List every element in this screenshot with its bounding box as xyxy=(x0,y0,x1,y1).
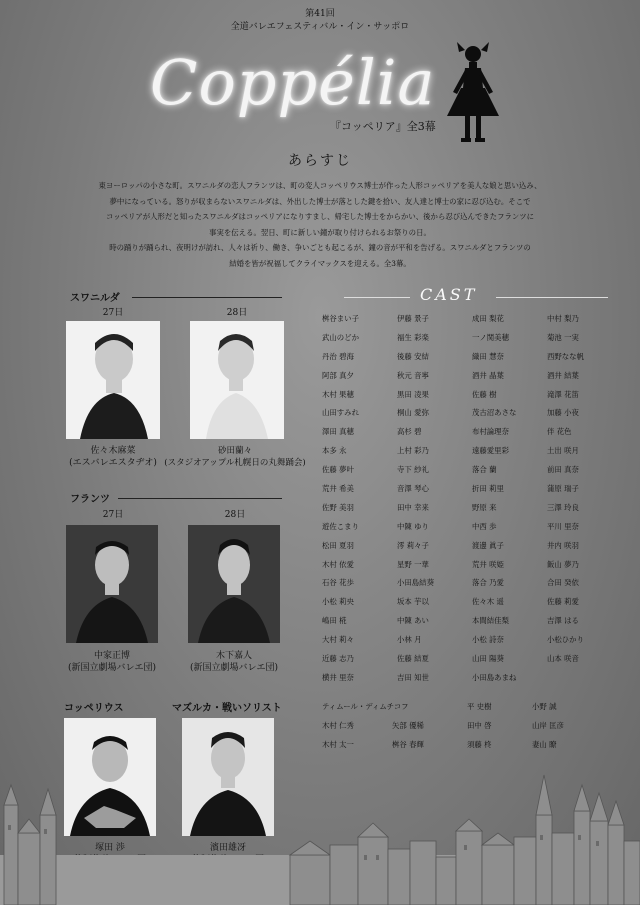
cast-member: 酒井 結葉 xyxy=(547,370,579,380)
cast-member: 野原 来 xyxy=(472,502,497,512)
synopsis-line: 東ヨーロッパの小さな町。スワニルダの恋人フランツは、町の変人コッペリウス博士が作った人形コッペリアを美人な娘と思い込み、 xyxy=(98,181,542,190)
cast-row xyxy=(322,540,622,559)
cast-member xyxy=(547,672,622,691)
cast-row xyxy=(322,672,622,691)
cast-member: 織田 慧奈 xyxy=(472,351,504,361)
cast-row xyxy=(322,445,622,464)
performer-caption xyxy=(172,650,296,674)
cast-member: 大村 莉々 xyxy=(322,635,354,645)
cast-member: 小松 詩奈 xyxy=(472,635,504,645)
cast-member: 小田島あまね xyxy=(472,672,517,682)
section-divider xyxy=(132,297,282,298)
synopsis-line: 時の踊りが踊られ、夜明けが訪れ、人々は祈り、働き、争いごとも起こるが、鐘の音が平和を告げる。スワニルダとフランツの xyxy=(109,243,531,252)
franz-label: フランツ xyxy=(70,494,110,505)
performer-company: (スタジオアップル札幌日の丸舞踊会) xyxy=(164,458,306,468)
cast-member: 木村 果穂 xyxy=(322,389,354,399)
cast-member: 中西 歩 xyxy=(472,521,497,531)
dancer-portrait-icon xyxy=(190,321,284,439)
cast-row xyxy=(322,615,622,634)
cast-row xyxy=(322,596,622,615)
cast-member: 遊佐こまり xyxy=(322,521,359,531)
cast-member: 山本 咲音 xyxy=(547,654,579,664)
performer-name: 佐々木麻菜 xyxy=(90,446,136,456)
performer-date: 27日 xyxy=(102,308,124,318)
dancer-portrait-icon xyxy=(188,525,280,643)
cast-rule-left xyxy=(344,297,410,298)
cast-member: 福生 彩楽 xyxy=(397,332,429,342)
cast-member: 桐山 愛弥 xyxy=(397,408,429,418)
cast-row xyxy=(322,701,622,720)
performer-date: 28日 xyxy=(224,510,246,520)
coppelius-label: コッペリウス xyxy=(64,703,124,714)
cast-member: 山岸 匡彦 xyxy=(532,721,564,730)
cast-member: 合田 癸依 xyxy=(547,578,579,588)
cast-member: 寺下 紗礼 xyxy=(397,465,429,475)
cast-member: 松田 夏羽 xyxy=(322,540,354,550)
cast-row xyxy=(322,521,622,540)
cast-member: 木村 依愛 xyxy=(322,559,354,569)
performer-date: 28日 xyxy=(226,308,248,318)
cast-member: 妻山 瞭 xyxy=(532,740,557,749)
section-divider xyxy=(118,498,282,499)
performer-date: 27日 xyxy=(102,510,124,520)
soloist-label: マズルカ・戦いソリスト xyxy=(172,703,282,714)
cast-title: CAST xyxy=(420,285,478,304)
cast-member: 矢部 優稀 xyxy=(392,721,424,730)
portrait-photo xyxy=(66,525,158,643)
doll-silhouette-icon xyxy=(443,40,503,150)
cast-row xyxy=(322,389,622,408)
cast-member: 前田 真奈 xyxy=(547,465,579,475)
performer-name: 塚田 渉 xyxy=(95,843,125,853)
performer-name: 砂田蘭々 xyxy=(217,446,252,456)
synopsis-line: コッペリアが人形だと知ったスワニルダはコッペリアになりすまし、帰宅した博士をからかい、後から忍び込んできたフランツに xyxy=(105,212,535,221)
cast-member: 木村 太一 xyxy=(322,740,354,749)
cast-row xyxy=(322,351,622,370)
title-coppelia: Coppélia xyxy=(150,46,436,119)
cast-row xyxy=(322,653,622,672)
cast-member: 横井 里奈 xyxy=(322,672,354,682)
cast-member: 佐々木 遥 xyxy=(472,597,504,607)
cast-member: 桝谷まい子 xyxy=(322,314,359,323)
cast-row xyxy=(322,720,622,739)
performer-caption xyxy=(50,650,174,674)
portrait-photo xyxy=(188,525,280,643)
cast-member: 中陳 ゆり xyxy=(397,521,429,531)
cast-member: 中村 梨乃 xyxy=(547,314,579,323)
town-skyline-illustration xyxy=(0,745,640,905)
performer-name: 濱田雄冴 xyxy=(209,843,246,853)
edition-label: 第41回 xyxy=(305,9,335,19)
cast-member: 小松ひかり xyxy=(547,635,584,645)
cast-member: 三澤 玲良 xyxy=(547,502,579,512)
synopsis-heading: あらすじ xyxy=(288,153,352,169)
cast-member: 山田 陽葵 xyxy=(472,654,504,664)
cast-member: 星野 一華 xyxy=(397,559,429,569)
cast-row xyxy=(322,370,622,389)
cast-member: 須藤 柊 xyxy=(467,740,492,749)
cast-member: 嶋田 椛 xyxy=(322,616,347,626)
cast-member: 伴 花色 xyxy=(547,427,572,437)
cast-member: 澤田 真穂 xyxy=(322,427,354,437)
cast-member: 本間結佳梨 xyxy=(472,616,509,626)
cast-member: 茂古沼あさな xyxy=(472,408,517,418)
cast-member: 桝谷 春輝 xyxy=(392,740,424,749)
synopsis-line: 結婚を皆が祝福してクライマックスを迎える。全3幕。 xyxy=(229,258,411,268)
cast-member: 西野なな帆 xyxy=(547,351,584,361)
cast-member: 音澤 琴心 xyxy=(397,484,429,494)
cast-member: 布村論理奈 xyxy=(472,427,509,437)
cast-rule-right xyxy=(496,297,608,298)
cast-row xyxy=(322,559,622,578)
cast-member: 上村 彩乃 xyxy=(397,446,429,456)
cast-member: 荒井 希美 xyxy=(322,484,354,494)
festival-name: 全道バレエフェスティバル・イン・サッポロ xyxy=(230,22,410,32)
cast-member: 澪 莉々子 xyxy=(397,540,429,550)
cast-row xyxy=(322,464,622,483)
dancer-portrait-icon xyxy=(66,525,158,643)
cast-row xyxy=(322,313,622,332)
cast-member: 蒲原 瑞子 xyxy=(547,484,579,494)
synopsis-text xyxy=(60,178,580,271)
cast-member: 後藤 安結 xyxy=(397,351,429,361)
cast-member: 荒井 咲姫 xyxy=(472,559,504,569)
performer-company: (新国立劇場バレエ団) xyxy=(67,663,157,673)
cast-row xyxy=(322,332,622,351)
cast-row xyxy=(322,407,622,426)
cast-member: 田中 幸来 xyxy=(397,502,429,512)
performer-name: 木下嘉人 xyxy=(215,651,252,661)
cast-member: 小林 月 xyxy=(397,635,422,645)
cast-member: 武山のどか xyxy=(322,332,359,342)
cast-row xyxy=(322,483,622,502)
cast-member: 山田すみれ xyxy=(322,408,359,418)
synopsis-line: 事実を伝える。翌日、町に新しい鐘が取り付けられるお祭りの日。 xyxy=(209,227,431,237)
cast-member: 木村 仁秀 xyxy=(322,721,354,730)
subtitle: 『コッペリア』全3幕 xyxy=(330,120,436,133)
cast-member: 本多 永 xyxy=(322,446,347,456)
cast-member: 渡邊 眞子 xyxy=(472,540,504,550)
cast-member: 佐藤 樹 xyxy=(472,389,497,399)
cast-row xyxy=(322,426,622,445)
cast-member: 田中 啓 xyxy=(467,721,492,730)
cast-member: 加藤 小夜 xyxy=(547,408,579,418)
festival-header xyxy=(0,8,640,34)
cast-member: 平川 里奈 xyxy=(547,521,579,531)
cast-member: 秋元 音寧 xyxy=(397,370,429,380)
cast-member: 伊藤 景子 xyxy=(397,314,429,323)
cast-member: 飯山 夢乃 xyxy=(547,559,579,569)
synopsis-line: 夢中になっている。怒りが収まらないスワニルダは、外出した博士が落とした鍵を拾い、友人達と博士の家に忍び込む。そこで xyxy=(109,196,531,206)
cast-member: 菊池 一実 xyxy=(547,332,579,342)
cast-member: 小松 莉央 xyxy=(322,597,354,607)
cast-member: 石谷 花歩 xyxy=(322,578,354,588)
cast-member: 中陳 あい xyxy=(397,616,429,626)
cast-member: 落合 蘭 xyxy=(472,465,497,475)
cast-member: 平 史樹 xyxy=(467,702,492,711)
portrait-photo xyxy=(66,321,160,439)
dancer-portrait-icon xyxy=(66,321,160,439)
cast-member: 阿部 真夕 xyxy=(322,370,354,380)
performer-caption xyxy=(50,445,176,469)
cast-member: 土出 咲月 xyxy=(547,446,579,456)
portrait-photo xyxy=(190,321,284,439)
cast-member: 滝澤 花笛 xyxy=(547,389,579,399)
performer-company: (エスバレエスタヂオ) xyxy=(69,458,157,468)
cast-member: ティムール・ディムチコフ xyxy=(322,702,409,711)
cast-member: 丹治 碧海 xyxy=(322,351,354,361)
cast-row xyxy=(322,502,622,521)
cast-member: 坂本 芋以 xyxy=(397,597,429,607)
cast-member: 佐藤 夢叶 xyxy=(322,465,354,475)
cast-member: 一ノ関美穂 xyxy=(472,332,509,342)
cast-member: 井内 咲羽 xyxy=(547,540,579,550)
cast-member: 黒田 凌果 xyxy=(397,389,429,399)
cast-member: 高杉 碧 xyxy=(397,427,422,437)
cast-member: 近藤 志乃 xyxy=(322,654,354,664)
cast-list xyxy=(322,313,622,691)
cast-member: 吉澤 はる xyxy=(547,616,579,626)
performer-name: 中家正博 xyxy=(93,651,130,661)
swanilda-label: スワニルダ xyxy=(70,293,120,304)
cast-member: 佐藤 結夏 xyxy=(397,654,429,664)
cast-member: 小野 誠 xyxy=(532,702,557,711)
cast-member: 佐藤 莉愛 xyxy=(547,597,579,607)
cast-member: 佐野 美羽 xyxy=(322,502,354,512)
cast-row xyxy=(322,577,622,596)
performer-caption xyxy=(160,445,310,469)
performer-company: (新国立劇場バレエ団) xyxy=(189,663,279,673)
cast-row xyxy=(322,634,622,653)
cast-member: 遠藤愛里彩 xyxy=(472,446,509,456)
cast-member: 吉田 知世 xyxy=(397,672,429,682)
cast-member: 折田 莉里 xyxy=(472,484,504,494)
cast-member: 酒井 晶葉 xyxy=(472,370,504,380)
cast-member: 落合 乃愛 xyxy=(472,578,504,588)
cast-member: 成田 梨花 xyxy=(472,314,504,323)
cast-member: 小田島結葵 xyxy=(397,578,434,588)
